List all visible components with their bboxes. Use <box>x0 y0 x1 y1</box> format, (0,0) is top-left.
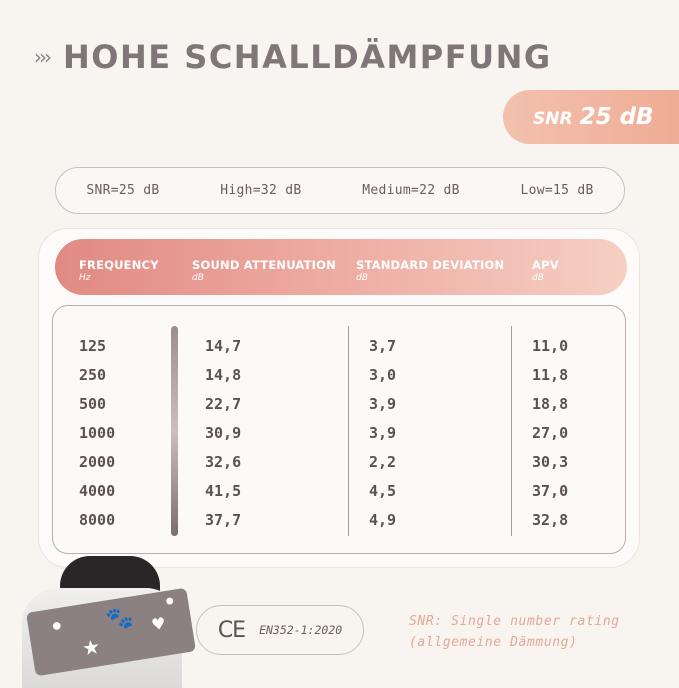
table-cell: 125 <box>79 337 107 355</box>
table-cell: 27,0 <box>532 424 569 442</box>
column-standard-deviation <box>369 336 396 539</box>
dot-icon: ● <box>51 619 62 633</box>
star-icon: ★ <box>80 634 102 661</box>
heart-icon: ♥ <box>149 613 168 635</box>
footnote-line: SNR: Single number rating <box>409 614 620 629</box>
table-cell: 30,9 <box>205 424 242 442</box>
table-cell: 14,7 <box>205 337 242 355</box>
table-cell: 3,7 <box>369 337 397 355</box>
standard-label: EN352-1:2020 <box>259 623 343 637</box>
rating-medium: Medium=22 dB <box>362 183 460 198</box>
table-cell: 11,0 <box>532 337 569 355</box>
rating-low: Low=15 dB <box>520 183 594 198</box>
ce-mark-icon: CE <box>217 617 246 643</box>
header-sound-attenuation <box>192 258 336 283</box>
column-divider <box>511 326 512 536</box>
table-cell: 18,8 <box>532 395 569 413</box>
header-frequency <box>79 258 159 283</box>
snr-footnote <box>409 611 620 653</box>
header-name: STANDARD DEVIATION <box>356 258 505 272</box>
table-cell: 8000 <box>79 511 116 529</box>
column-divider <box>348 326 349 536</box>
table-cell: 1000 <box>79 424 116 442</box>
snr-badge-label: SNR <box>533 108 573 129</box>
table-cell: 2000 <box>79 453 116 471</box>
table-cell: 500 <box>79 395 107 413</box>
table-cell: 37,7 <box>205 511 242 529</box>
table-cell: 3,9 <box>369 395 397 413</box>
header-unit: Hz <box>79 273 91 283</box>
column-frequency <box>79 336 115 539</box>
title-row <box>34 38 552 76</box>
table-header <box>55 239 627 295</box>
header-standard-deviation <box>356 258 504 283</box>
table-cell: 14,8 <box>205 366 242 384</box>
column-sound-attenuation <box>205 336 241 539</box>
header-unit: dB <box>192 273 204 283</box>
table-cell: 41,5 <box>205 482 242 500</box>
earmuff-product-image <box>22 548 184 679</box>
table-cell: 4000 <box>79 482 116 500</box>
dot-icon: ● <box>165 595 175 607</box>
table-cell: 2,2 <box>369 453 397 471</box>
table-cell: 4,9 <box>369 511 397 529</box>
table-cell: 30,3 <box>532 453 569 471</box>
ratings-bar <box>55 167 625 214</box>
column-apv <box>532 336 568 539</box>
chevron-right-icon: ››› <box>34 45 49 69</box>
table-cell: 32,8 <box>532 511 569 529</box>
page-title: HOHE SCHALLDÄMPFUNG <box>63 38 552 76</box>
rating-snr: SNR=25 dB <box>86 183 160 198</box>
table-cell: 3,0 <box>369 366 397 384</box>
table-cell: 250 <box>79 366 107 384</box>
snr-badge <box>503 90 679 144</box>
table-cell: 37,0 <box>532 482 569 500</box>
header-name: APV <box>532 258 559 272</box>
table-cell: 11,8 <box>532 366 569 384</box>
header-unit: dB <box>532 273 544 283</box>
certification-badge <box>196 605 364 655</box>
paw-print-icon: 🐾 <box>104 604 136 634</box>
footnote-line: (allgemeine Dämmung) <box>409 635 578 650</box>
header-unit: dB <box>356 273 368 283</box>
header-name: FREQUENCY <box>79 258 159 272</box>
snr-badge-value: 25 dB <box>579 104 654 130</box>
table-cell: 4,5 <box>369 482 397 500</box>
header-name: SOUND ATTENUATION <box>192 258 336 272</box>
table-cell: 22,7 <box>205 395 242 413</box>
header-apv <box>532 258 559 283</box>
table-cell: 32,6 <box>205 453 242 471</box>
table-cell: 3,9 <box>369 424 397 442</box>
rating-high: High=32 dB <box>220 183 302 198</box>
column-divider-bar <box>171 326 178 536</box>
data-table <box>52 305 626 554</box>
